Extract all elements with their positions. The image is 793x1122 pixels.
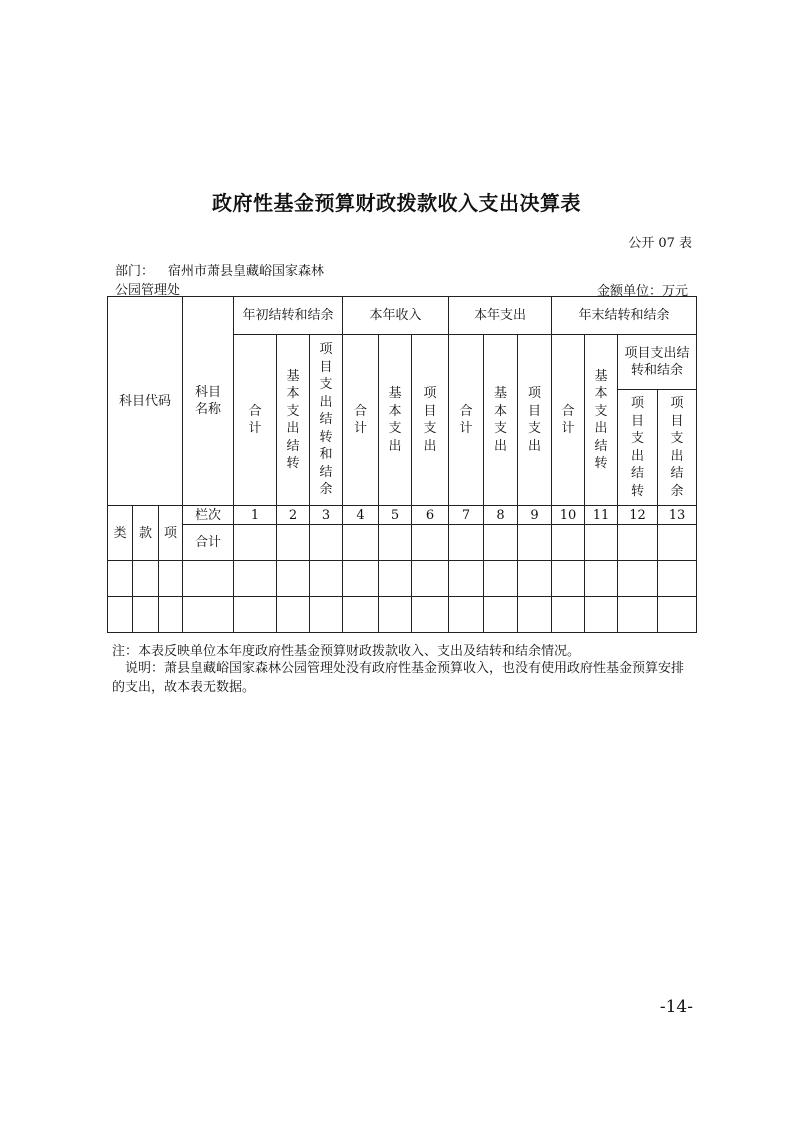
table-cell: [552, 597, 585, 633]
income-total-header: 合计: [343, 335, 379, 506]
table-cell: [277, 597, 310, 633]
table-cell: [234, 561, 277, 597]
xiang-header: 项: [159, 506, 183, 561]
page-title: 政府性基金预算财政拨款收入支出决算表: [212, 191, 581, 215]
table-cell: [585, 597, 618, 633]
opening-basic-carry-header: 基本支出结转: [277, 335, 310, 506]
table-cell: [552, 561, 585, 597]
column-number: 3: [310, 506, 343, 525]
total-label: 合计: [183, 525, 234, 561]
lei-header: 类: [108, 506, 133, 561]
table-cell: [234, 525, 277, 561]
department-name: 宿州市萧县皇藏峪国家森林: [168, 264, 325, 279]
table-cell: [518, 561, 552, 597]
table-cell: [585, 525, 618, 561]
table-row: [108, 561, 697, 597]
table-cell: [449, 561, 484, 597]
income-header: 本年收入: [343, 297, 449, 335]
table-cell: [449, 525, 484, 561]
lanci-label: 栏次: [183, 506, 234, 525]
table-cell: [412, 525, 449, 561]
income-project-header: 项目支出: [412, 335, 449, 506]
budget-table: [107, 296, 697, 633]
table-cell: [449, 597, 484, 633]
explanation: 说明：萧县皇藏峪国家森林公园管理处没有政府性基金预算收入，也没有使用政府性基金预算安排的支出，故本表无数据。: [112, 661, 685, 695]
table-cell: [343, 597, 379, 633]
table-cell: [183, 561, 234, 597]
expense-header: 本年支出: [449, 297, 552, 335]
table-cell: [277, 561, 310, 597]
expense-project-header: 项目支出: [518, 335, 552, 506]
column-number: 7: [449, 506, 484, 525]
table-cell: [379, 525, 412, 561]
table-cell: [277, 525, 310, 561]
table-cell: [585, 561, 618, 597]
table-cell: [343, 525, 379, 561]
closing-basic-carry-header: 基本支出结转: [585, 335, 618, 506]
column-number: 10: [552, 506, 585, 525]
table-cell: [484, 597, 518, 633]
table-cell: [484, 561, 518, 597]
subject-code-header: 科目代码: [108, 297, 183, 506]
table-cell: [183, 597, 234, 633]
column-number: 11: [585, 506, 618, 525]
table-cell: [133, 561, 159, 597]
table-cell: [412, 597, 449, 633]
table-cell: [379, 561, 412, 597]
table-cell: [518, 597, 552, 633]
opening-balance-header: 年初结转和结余: [234, 297, 343, 335]
expense-basic-header: 基本支出: [484, 335, 518, 506]
table-cell: [343, 561, 379, 597]
closing-balance-header: 年末结转和结余: [552, 297, 697, 335]
opening-total-header: 合计: [234, 335, 277, 506]
column-number: 5: [379, 506, 412, 525]
column-number: 12: [618, 506, 658, 525]
form-number: 公开 07 表: [628, 236, 692, 251]
column-number: 6: [412, 506, 449, 525]
table-cell: [484, 525, 518, 561]
table-cell: [618, 597, 658, 633]
table-row: [108, 597, 697, 633]
table-note: 注：本表反映单位本年度政府性基金预算财政拨款收入、支出及结转和结余情况。: [112, 644, 581, 659]
total-row: [108, 525, 697, 561]
opening-project-carry-balance-header: 项目支出结转和结余: [310, 335, 343, 506]
table-cell: [133, 597, 159, 633]
income-basic-header: 基本支出: [379, 335, 412, 506]
column-number: 8: [484, 506, 518, 525]
column-number: 4: [343, 506, 379, 525]
column-number: 13: [658, 506, 697, 525]
department-name-continued: 公园管理处: [115, 283, 181, 298]
table-cell: [618, 561, 658, 597]
table-cell: [658, 525, 697, 561]
column-number-row: [108, 506, 697, 525]
table-cell: [658, 561, 697, 597]
table-cell: [310, 561, 343, 597]
table-cell: [159, 597, 183, 633]
kuan-header: 款: [133, 506, 159, 561]
table-cell: [108, 561, 133, 597]
closing-total-header: 合计: [552, 335, 585, 506]
closing-project-carry-header: 项目支出结转: [618, 390, 658, 506]
closing-project-header: 项目支出结转和结余: [618, 335, 697, 390]
table-cell: [658, 597, 697, 633]
table-cell: [310, 597, 343, 633]
closing-project-balance-header: 项目支出结余: [658, 390, 697, 506]
table-cell: [159, 561, 183, 597]
subject-name-header: 科目名称: [183, 297, 234, 506]
table-cell: [108, 597, 133, 633]
table-cell: [618, 525, 658, 561]
amount-unit: 金额单位：万元: [596, 284, 688, 299]
page-number: -14-: [659, 997, 693, 1017]
table-cell: [310, 525, 343, 561]
table-cell: [379, 597, 412, 633]
column-number: 9: [518, 506, 552, 525]
department-label: 部门：: [115, 264, 155, 279]
department-line: [115, 260, 324, 279]
table-cell: [234, 597, 277, 633]
table-cell: [518, 525, 552, 561]
column-number: 1: [234, 506, 277, 525]
table-cell: [552, 525, 585, 561]
column-number: 2: [277, 506, 310, 525]
table-cell: [412, 561, 449, 597]
expense-total-header: 合计: [449, 335, 484, 506]
